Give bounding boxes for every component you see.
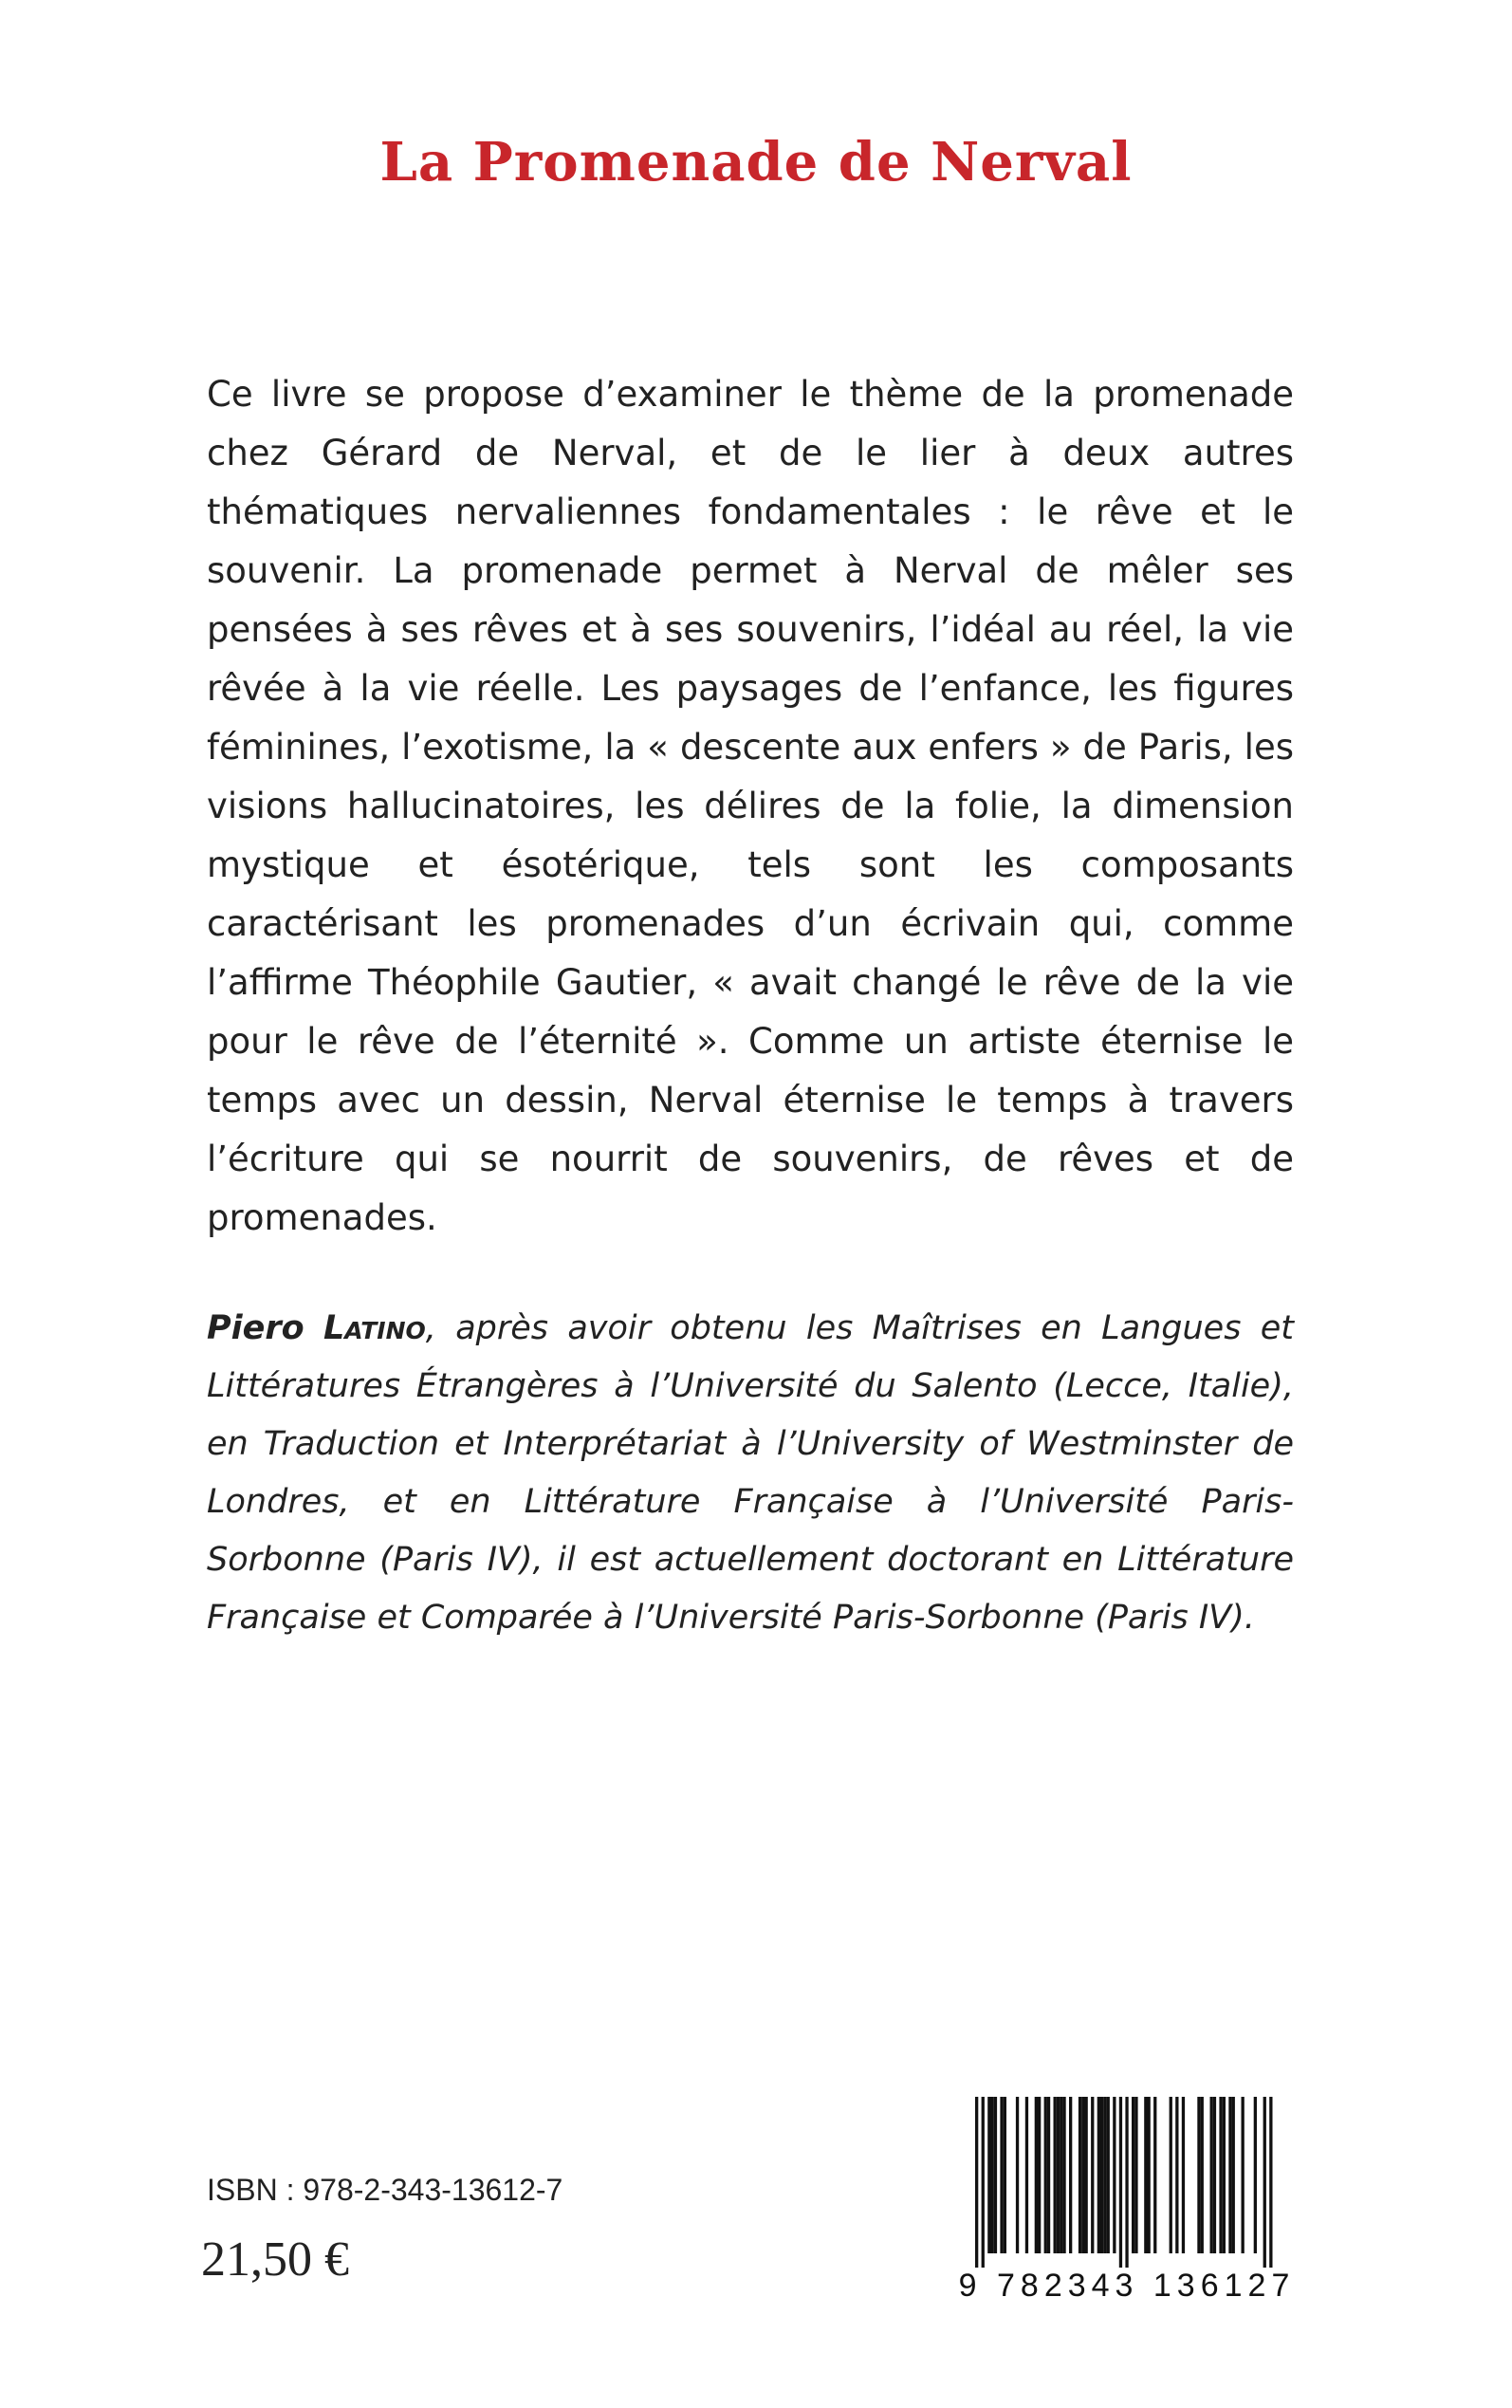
barcode-bar [1100, 2097, 1103, 2253]
barcode-bar [1062, 2097, 1065, 2253]
isbn: ISBN : 978-2-343-13612-7 [207, 2173, 563, 2207]
barcode-bar [1125, 2097, 1128, 2268]
barcode-bar [1219, 2097, 1222, 2253]
barcode-bar [1148, 2097, 1151, 2253]
author-first-name: Piero [207, 1309, 304, 1347]
barcode-bar [1079, 2097, 1081, 2253]
barcode-bar [1047, 2097, 1050, 2253]
barcode-bar [975, 2097, 978, 2268]
barcode-bar [1144, 2097, 1147, 2253]
barcode-bar [1107, 2097, 1110, 2253]
barcode-bar [1269, 2097, 1272, 2268]
author-last-name: Latino [323, 1309, 426, 1347]
barcode-bar [1175, 2097, 1178, 2253]
barcode-bar [1000, 2097, 1003, 2253]
barcode-bar [1016, 2097, 1019, 2253]
barcode-bar [1134, 2097, 1137, 2253]
book-title: La Promenade de Nerval [379, 131, 1133, 194]
barcode-bar [1228, 2097, 1231, 2253]
barcode-bar [1113, 2097, 1116, 2253]
barcode-bar [1213, 2097, 1216, 2253]
barcode-bar [1025, 2097, 1028, 2253]
barcode-bar [1201, 2097, 1204, 2253]
barcode-bar [1182, 2097, 1185, 2253]
barcode-bar [1069, 2097, 1072, 2253]
barcode-bar [1035, 2097, 1038, 2253]
barcode-bar [1223, 2097, 1226, 2253]
barcode-bar [987, 2097, 990, 2253]
barcode-bar [1054, 2097, 1057, 2253]
barcode-bar [1044, 2097, 1047, 2253]
barcode-bar [1119, 2097, 1122, 2268]
barcode-bar [1132, 2097, 1134, 2253]
barcode-bar [1242, 2097, 1245, 2253]
barcode-bar [1232, 2097, 1235, 2253]
book-summary: Ce livre se propose d’examiner le thème de la promenade chez Gérard de Nerval, et de le lier à deux autres thématiques nervaliennes fondamentales : le rêve et le souvenir. La promenade permet à Nerval de mêler ses pensées à ses rêves et à ses souvenirs, l’idéal au réel, la vie rêvée à la vie réelle. Les paysages de l’enfance, les figures féminines, l’exotisme, la « descente aux enfers » de Paris, les visions hallucinatoires, les délires de la folie, la dimension mystique et ésotérique, tels sont les composants caractérisant les promenades d’un écrivain qui, comme l’affirme Théophile Gautier, « avait changé le rêve de la vie pour le rêve de l’éternité ». Comme un artiste éternise le temps avec un dessin, Nerval éternise le temps à travers l’écriture qui se nourrit de souvenirs, de rêves et de promenades. [207, 374, 1294, 1238]
barcode-bar [1060, 2097, 1062, 2253]
barcode-bar [1085, 2097, 1088, 2253]
barcode-bar [991, 2097, 994, 2253]
barcode-bar [982, 2097, 985, 2268]
barcode-bar [1097, 2097, 1100, 2253]
barcode-bar [1153, 2097, 1156, 2253]
barcode-bar [994, 2097, 997, 2253]
barcode-bar [1254, 2097, 1257, 2253]
barcode-bars [958, 2097, 1296, 2268]
barcode-bar [1081, 2097, 1084, 2253]
author-bio [207, 1300, 1294, 1647]
barcode-bar [1170, 2097, 1172, 2253]
barcode-digits: 9 782343 136127 [958, 2268, 1296, 2304]
author-bio-text: , après avoir obtenu les Maîtrises en Langues et Littératures Étrangères à l’Université du Salento (Lecce, Italie), en Traduction et Interprétariat à l’University of Westminster de Londres, et en Littérature Française à l’Université Paris-Sorbonne (Paris IV), il est actuellement doctorant en Littérature Française et Comparée à l’Université Paris-Sorbonne (Paris IV). [207, 1309, 1294, 1637]
barcode-bar [1263, 2097, 1266, 2268]
barcode-bar [1057, 2097, 1060, 2253]
barcode-bar [1038, 2097, 1041, 2253]
price: 21,50 € [201, 2232, 349, 2287]
barcode-bar [1091, 2097, 1094, 2253]
barcode-bar [1004, 2097, 1006, 2253]
barcode-bar [1210, 2097, 1213, 2253]
barcode-bar [1197, 2097, 1200, 2253]
barcode-bar [1103, 2097, 1106, 2253]
barcode [958, 2097, 1296, 2306]
